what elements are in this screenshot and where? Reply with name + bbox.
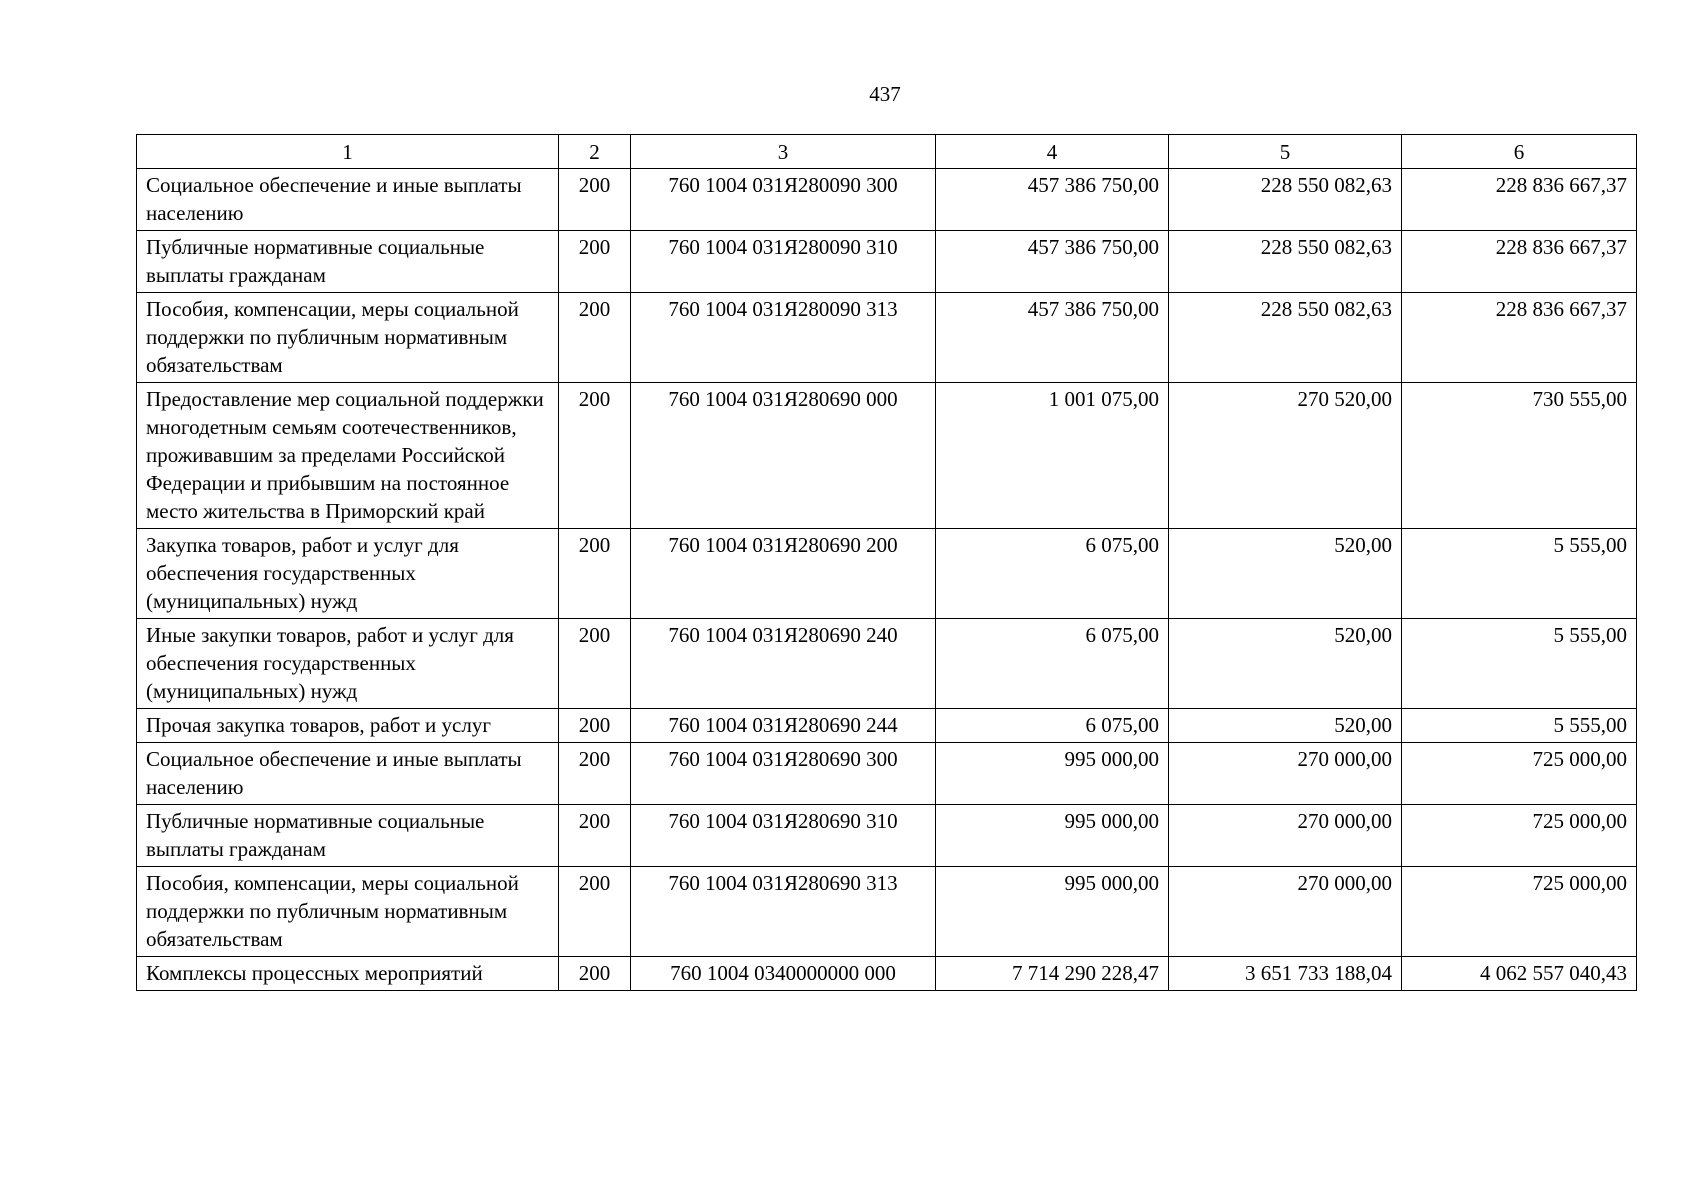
row-value-6: 725 000,00 [1402, 743, 1637, 805]
row-value-4: 995 000,00 [936, 805, 1169, 867]
row-code: 760 1004 031Я280690 244 [631, 709, 936, 743]
row-value-5: 520,00 [1169, 709, 1402, 743]
row-code: 760 1004 031Я280090 313 [631, 293, 936, 383]
table-row [137, 867, 1637, 957]
row-value-4: 1 001 075,00 [936, 383, 1169, 529]
table-row [137, 805, 1637, 867]
header-col-4: 4 [936, 135, 1169, 169]
row-col2: 200 [559, 293, 631, 383]
row-col2: 200 [559, 383, 631, 529]
row-name: Иные закупки товаров, работ и услуг для обеспечения государственных (муниципальных) нужд [137, 619, 559, 709]
row-value-4: 6 075,00 [936, 619, 1169, 709]
row-value-4: 6 075,00 [936, 529, 1169, 619]
table-row [137, 957, 1637, 991]
row-value-4: 995 000,00 [936, 867, 1169, 957]
header-col-6: 6 [1402, 135, 1637, 169]
row-name: Комплексы процессных мероприятий [137, 957, 559, 991]
row-code: 760 1004 031Я280690 000 [631, 383, 936, 529]
row-value-5: 228 550 082,63 [1169, 231, 1402, 293]
row-value-5: 270 520,00 [1169, 383, 1402, 529]
row-col2: 200 [559, 867, 631, 957]
row-col2: 200 [559, 231, 631, 293]
table-row [137, 709, 1637, 743]
row-value-4: 6 075,00 [936, 709, 1169, 743]
header-row [137, 135, 1637, 169]
row-value-6: 725 000,00 [1402, 805, 1637, 867]
row-col2: 200 [559, 169, 631, 231]
row-name: Социальное обеспечение и иные выплаты населению [137, 743, 559, 805]
row-code: 760 1004 031Я280690 313 [631, 867, 936, 957]
row-name: Предоставление мер социальной поддержки многодетным семьям соотечественников, проживавшим за пределами Российской Федерации и прибывшим на постоянное место жительства в Приморский край [137, 383, 559, 529]
row-code: 760 1004 031Я280690 200 [631, 529, 936, 619]
row-value-6: 725 000,00 [1402, 867, 1637, 957]
row-value-4: 995 000,00 [936, 743, 1169, 805]
row-col2: 200 [559, 619, 631, 709]
row-code: 760 1004 031Я280690 300 [631, 743, 936, 805]
header-col-5: 5 [1169, 135, 1402, 169]
table-row [137, 383, 1637, 529]
row-code: 760 1004 0340000000 000 [631, 957, 936, 991]
row-name: Пособия, компенсации, меры социальной поддержки по публичным нормативным обязательствам [137, 293, 559, 383]
row-value-6: 228 836 667,37 [1402, 293, 1637, 383]
row-code: 760 1004 031Я280090 300 [631, 169, 936, 231]
row-name: Пособия, компенсации, меры социальной поддержки по публичным нормативным обязательствам [137, 867, 559, 957]
row-value-4: 457 386 750,00 [936, 169, 1169, 231]
row-col2: 200 [559, 743, 631, 805]
row-value-4: 457 386 750,00 [936, 231, 1169, 293]
table-row [137, 743, 1637, 805]
row-col2: 200 [559, 709, 631, 743]
header-col-3: 3 [631, 135, 936, 169]
row-code: 760 1004 031Я280090 310 [631, 231, 936, 293]
row-code: 760 1004 031Я280690 240 [631, 619, 936, 709]
row-value-6: 228 836 667,37 [1402, 169, 1637, 231]
row-name: Социальное обеспечение и иные выплаты населению [137, 169, 559, 231]
row-col2: 200 [559, 529, 631, 619]
header-col-2: 2 [559, 135, 631, 169]
row-value-5: 270 000,00 [1169, 743, 1402, 805]
table-row [137, 169, 1637, 231]
header-col-1: 1 [137, 135, 559, 169]
row-value-4: 457 386 750,00 [936, 293, 1169, 383]
table-row [137, 529, 1637, 619]
budget-table [136, 134, 1637, 991]
row-value-5: 3 651 733 188,04 [1169, 957, 1402, 991]
table-row [137, 293, 1637, 383]
row-code: 760 1004 031Я280690 310 [631, 805, 936, 867]
row-value-5: 270 000,00 [1169, 805, 1402, 867]
row-value-6: 228 836 667,37 [1402, 231, 1637, 293]
row-value-6: 4 062 557 040,43 [1402, 957, 1637, 991]
row-value-5: 270 000,00 [1169, 867, 1402, 957]
row-name: Публичные нормативные социальные выплаты гражданам [137, 805, 559, 867]
row-name: Публичные нормативные социальные выплаты гражданам [137, 231, 559, 293]
row-value-6: 730 555,00 [1402, 383, 1637, 529]
row-name: Прочая закупка товаров, работ и услуг [137, 709, 559, 743]
table-row [137, 231, 1637, 293]
row-value-6: 5 555,00 [1402, 619, 1637, 709]
row-value-6: 5 555,00 [1402, 529, 1637, 619]
row-col2: 200 [559, 805, 631, 867]
row-value-5: 520,00 [1169, 619, 1402, 709]
row-value-4: 7 714 290 228,47 [936, 957, 1169, 991]
row-name: Закупка товаров, работ и услуг для обеспечения государственных (муниципальных) нужд [137, 529, 559, 619]
page-number: 437 [869, 82, 901, 106]
table-row [137, 619, 1637, 709]
row-col2: 200 [559, 957, 631, 991]
row-value-6: 5 555,00 [1402, 709, 1637, 743]
row-value-5: 228 550 082,63 [1169, 293, 1402, 383]
row-value-5: 520,00 [1169, 529, 1402, 619]
row-value-5: 228 550 082,63 [1169, 169, 1402, 231]
